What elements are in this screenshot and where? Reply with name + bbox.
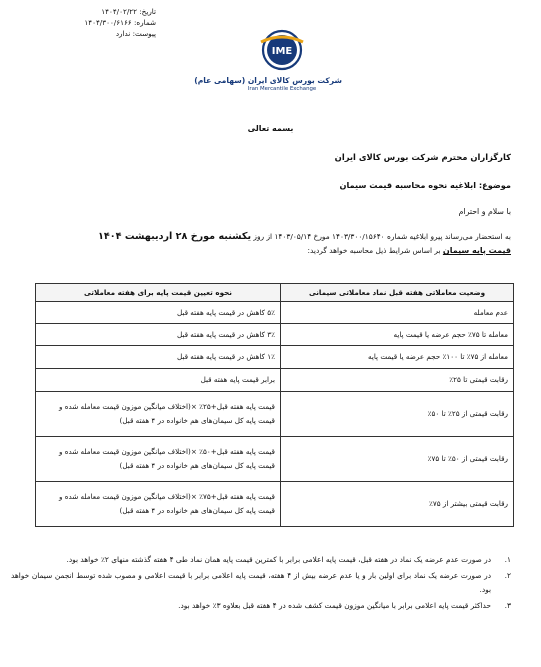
- table-cell-method: قیمت پایه هفته قبل+۵۰٪ ×(اختلاف میانگین موزون قیمت معامله شده و قیمت پایه کل سیمان‌های هم خانواده در ۴ هفته قبل): [36, 437, 281, 482]
- table-row: [36, 437, 514, 482]
- intro-paragraph: [31, 230, 511, 258]
- basmala: بسمه تعالی: [247, 124, 294, 133]
- table-row: [36, 302, 514, 324]
- logo-mark-text: IME: [271, 46, 293, 57]
- table-row: [36, 392, 514, 437]
- table-row: [36, 346, 514, 369]
- intro-part2: بر اساس شرایط ذیل محاسبه خواهد گردید:: [307, 246, 441, 255]
- company-logo: [194, 28, 342, 92]
- table-row: [36, 482, 514, 527]
- table-header-method: نحوه تعیین قیمت پایه برای هفته معاملاتی: [36, 284, 281, 302]
- intro-price-highlight: قیمت پایه سیمان: [442, 246, 511, 255]
- note-number: ۲.: [504, 570, 511, 580]
- table-cell-status: معامله از ۷۵٪ تا ۱۰۰٪ حجم عرضه یا قیمت پایه: [281, 346, 514, 369]
- meta-attachment: پیوست: ندارد: [115, 29, 156, 38]
- table-cell-method: قیمت پایه هفته قبل+۲۵٪ ×(اختلاف میانگین موزون قیمت معامله شده و قیمت پایه کل سیمان‌های هم خانواده در ۴ هفته قبل): [36, 392, 281, 437]
- table-cell-method: قیمت پایه هفته قبل+۷۵٪ ×(اختلاف میانگین موزون قیمت معامله شده و قیمت پایه کل سیمان‌های هم خانواده در ۴ هفته قبل): [36, 482, 281, 527]
- note-text: حداکثر قیمت پایه اعلامی برابر با میانگین موزون قیمت کشف شده در ۴ هفته قبل بعلاوه ۳٪ خواهد بود.: [178, 600, 491, 610]
- subject-line: موضوع: ابلاغیه نحوه محاسبه قیمت سیمان: [339, 180, 511, 190]
- table-cell-status: معامله تا ۷۵٪ حجم عرضه یا قیمت پایه: [281, 324, 514, 346]
- meta-date: تاریخ: ۱۴۰۴/۰۲/۲۲: [101, 7, 156, 16]
- table-header-row: [36, 284, 514, 302]
- addressee: کارگزاران محترم شرکت بورس کالای ایران: [334, 152, 511, 162]
- intro-part1: به استحضار می‌رساند پیرو ابلاغیه شماره ۱۴۰۳/۳۰۰/۱۵۶۴۰ مورخ ۱۴۰۳/۰۵/۱۴ از روز: [253, 232, 511, 241]
- table-cell-method: ۱٪ کاهش در قیمت پایه هفته قبل: [36, 346, 281, 369]
- note-text: در صورت عدم عرضه یک نماد در هفته قبل، قیمت پایه اعلامی برابر با کمترین قیمت پایه همان نماد طی ۴ هفته گذشته منهای ۲٪ خواهد بود.: [66, 555, 491, 564]
- table-cell-method: ۳٪ کاهش در قیمت پایه هفته قبل: [36, 324, 281, 346]
- intro-date-highlight: یکشنبه مورخ ۲۸ اردیبهشت ۱۴۰۴: [98, 231, 252, 242]
- table-row: [36, 324, 514, 346]
- table-cell-status: رقابت قیمتی از ۵۰٪ تا ۷۵٪: [281, 437, 514, 482]
- note-number: ۳.: [504, 600, 511, 610]
- greeting: با سلام و احترام: [458, 207, 511, 216]
- table-cell-method: برابر قیمت پایه هفته قبل: [36, 369, 281, 392]
- pricing-table: [35, 283, 514, 527]
- table-row: [36, 369, 514, 392]
- table-cell-status: عدم معامله: [281, 302, 514, 324]
- company-name-fa: شرکت بورس کالای ایران (سهامی عام): [194, 76, 342, 85]
- list-item: [11, 553, 511, 568]
- table-cell-status: رقابت قیمتی تا ۲۵٪: [281, 369, 514, 392]
- table-cell-status: رقابت قیمتی بیشتر از ۷۵٪: [281, 482, 514, 527]
- note-text: در صورت عرضه یک نماد برای اولین بار و یا عدم عرضه بیش از ۴ هفته، قیمت پایه اعلامی برابر با قیمت اعلامی و مصوب شده توسط انجمن سیمان خواهد بود.: [11, 570, 492, 594]
- notes-list: [11, 553, 511, 614]
- table-cell-method: ۵٪ کاهش در قیمت پایه هفته قبل: [36, 302, 281, 324]
- table-header-status: وضعیت معاملاتی هفته قبل نماد معاملاتی سیمانی: [281, 284, 514, 302]
- company-name-en: Iran Mercantile Exchange: [247, 86, 317, 92]
- list-item: [11, 599, 511, 614]
- note-number: ۱.: [504, 555, 511, 564]
- list-item: [11, 569, 511, 598]
- letter-meta: [46, 6, 156, 39]
- table-cell-status: رقابت قیمتی از ۲۵٪ تا ۵۰٪: [281, 392, 514, 437]
- meta-number: شماره: ۱۴۰۴/۳۰۰/۶۱۶۶: [84, 18, 156, 27]
- ime-logo-icon: [252, 28, 312, 74]
